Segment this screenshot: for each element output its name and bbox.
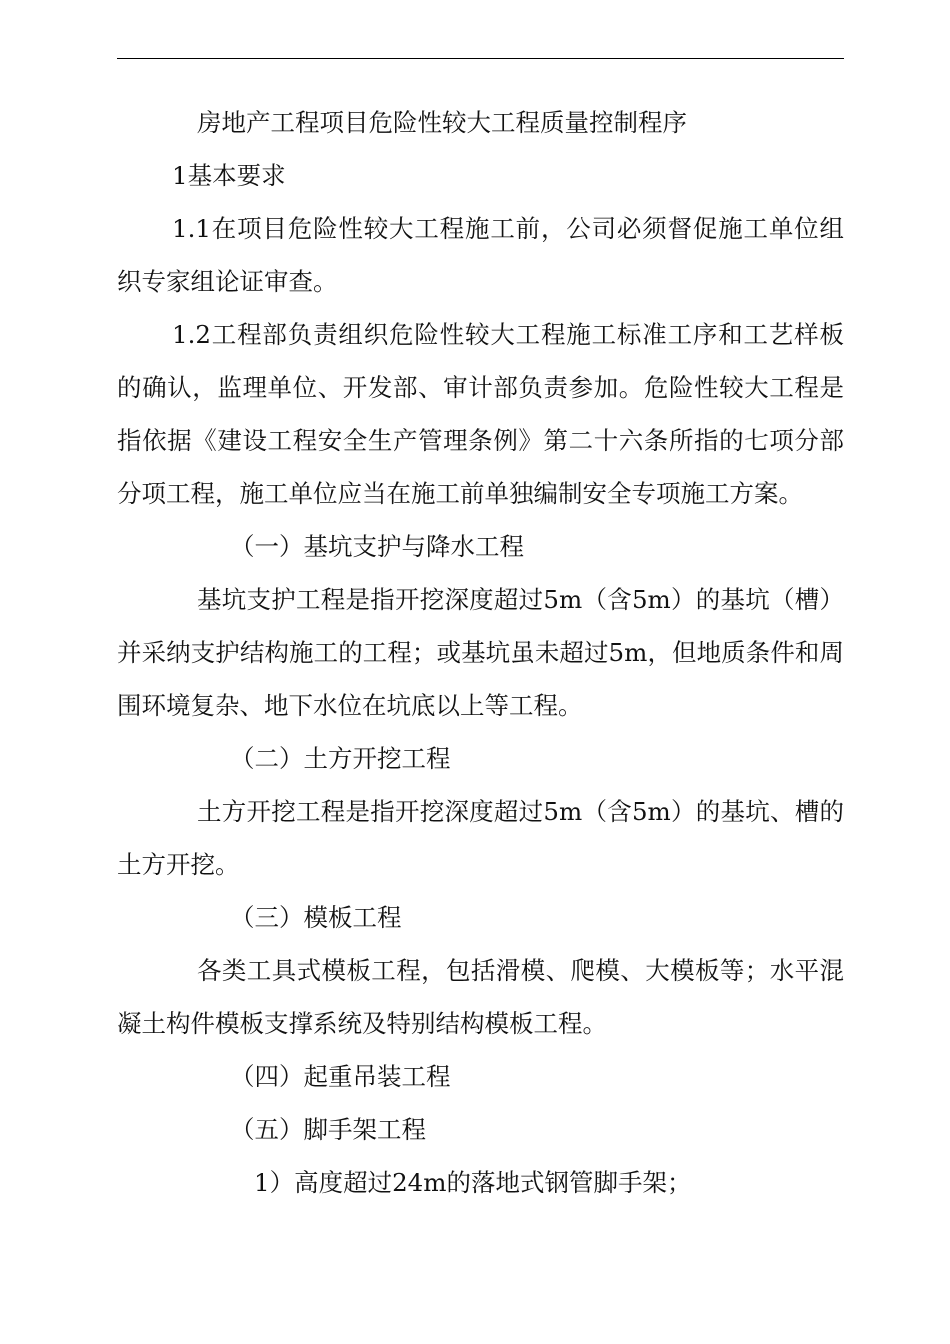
document-title: 房地产工程项目危险性较大工程质量控制程序 bbox=[197, 108, 687, 137]
paragraph: 1基本要求 bbox=[172, 161, 286, 190]
section-heading: （四）起重吊装工程 bbox=[230, 1062, 451, 1091]
header-rule bbox=[117, 58, 844, 59]
section-heading: （一）基坑支护与降水工程 bbox=[230, 532, 524, 561]
paragraph: 1.2工程部负责组织危险性较大工程施工标准工序和工艺样板的确认，监理单位、开发部、审计部负责参加。危险性较大工程是指依据《建设工程安全生产管理条例》第二十六条所指的七项分部分项工程，施工单位应当在施工前单独编制安全专项施工方案。 bbox=[117, 320, 844, 508]
document-body bbox=[117, 96, 844, 1209]
section-heading: （五）脚手架工程 bbox=[230, 1115, 426, 1144]
paragraph: 1.1在项目危险性较大工程施工前，公司必须督促施工单位组织专家组论证审查。 bbox=[117, 214, 844, 296]
section-heading: （二）土方开挖工程 bbox=[230, 744, 451, 773]
paragraph: 各类工具式模板工程，包括滑模、爬模、大模板等；水平混凝土构件模板支撑系统及特别结构模板工程。 bbox=[117, 956, 844, 1038]
paragraph: 基坑支护工程是指开挖深度超过5m（含5m）的基坑（槽）并采纳支护结构施工的工程；或基坑虽未超过5m，但地质条件和周围环境复杂、地下水位在坑底以上等工程。 bbox=[117, 585, 844, 720]
paragraph: 土方开挖工程是指开挖深度超过5m（含5m）的基坑、槽的土方开挖。 bbox=[117, 797, 844, 879]
list-item: 1）高度超过24m的落地式钢管脚手架； bbox=[254, 1168, 692, 1197]
section-heading: （三）模板工程 bbox=[230, 903, 402, 932]
